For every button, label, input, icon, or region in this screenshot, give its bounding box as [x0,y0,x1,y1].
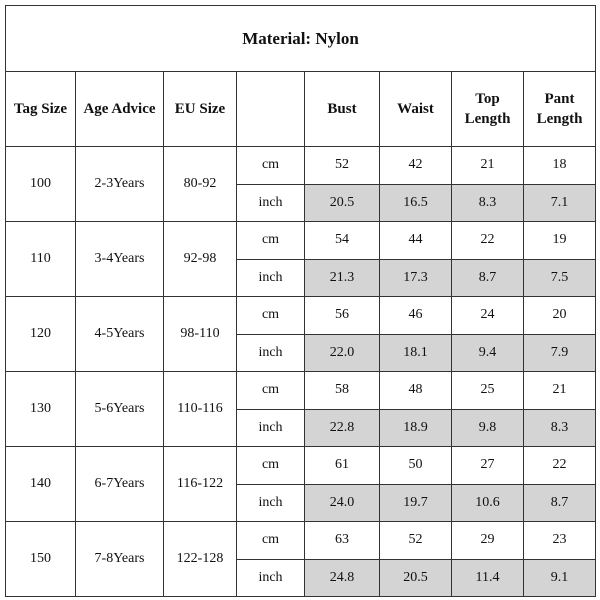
eu-size-cell: 92-98 [164,222,237,297]
waist-inch-cell: 19.7 [380,484,452,522]
waist-inch-cell: 17.3 [380,259,452,297]
unit-inch-cell: inch [237,184,305,222]
waist-inch-cell: 16.5 [380,184,452,222]
pant-inch-cell: 8.7 [524,484,596,522]
pant-inch-cell: 7.9 [524,334,596,372]
tag-size-cell: 100 [6,147,76,222]
age-advice-cell: 2-3Years [76,147,164,222]
header-age-advice: Age Advice [76,72,164,147]
waist-cm-cell: 46 [380,297,452,335]
unit-inch-cell: inch [237,334,305,372]
waist-cm-cell: 44 [380,222,452,260]
top-inch-cell: 8.3 [452,184,524,222]
header-top-length: Top Length [452,72,524,147]
top-inch-cell: 11.4 [452,559,524,597]
header-pant-length: Pant Length [524,72,596,147]
tag-size-cell: 120 [6,297,76,372]
waist-cm-cell: 50 [380,447,452,485]
pant-cm-cell: 20 [524,297,596,335]
tag-size-cell: 130 [6,372,76,447]
unit-cm-cell: cm [237,522,305,560]
waist-inch-cell: 18.1 [380,334,452,372]
top-inch-cell: 9.4 [452,334,524,372]
tag-size-cell: 150 [6,522,76,597]
age-advice-cell: 6-7Years [76,447,164,522]
tag-size-cell: 140 [6,447,76,522]
unit-inch-cell: inch [237,559,305,597]
unit-cm-cell: cm [237,297,305,335]
eu-size-cell: 110-116 [164,372,237,447]
top-cm-cell: 21 [452,147,524,185]
bust-inch-cell: 24.0 [305,484,380,522]
waist-inch-cell: 20.5 [380,559,452,597]
bust-inch-cell: 20.5 [305,184,380,222]
size-chart [5,5,596,597]
unit-inch-cell: inch [237,259,305,297]
bust-cm-cell: 52 [305,147,380,185]
pant-cm-cell: 18 [524,147,596,185]
table-row [6,522,596,560]
top-cm-cell: 24 [452,297,524,335]
waist-cm-cell: 42 [380,147,452,185]
age-advice-cell: 5-6Years [76,372,164,447]
age-advice-cell: 4-5Years [76,297,164,372]
bust-cm-cell: 58 [305,372,380,410]
table-row [6,222,596,260]
pant-inch-cell: 9.1 [524,559,596,597]
table-row [6,147,596,185]
bust-inch-cell: 22.8 [305,409,380,447]
unit-cm-cell: cm [237,372,305,410]
unit-inch-cell: inch [237,484,305,522]
top-inch-cell: 10.6 [452,484,524,522]
pant-cm-cell: 23 [524,522,596,560]
eu-size-cell: 98-110 [164,297,237,372]
header-row [6,72,596,147]
top-inch-cell: 8.7 [452,259,524,297]
unit-cm-cell: cm [237,447,305,485]
bust-inch-cell: 24.8 [305,559,380,597]
eu-size-cell: 116-122 [164,447,237,522]
top-cm-cell: 27 [452,447,524,485]
bust-inch-cell: 22.0 [305,334,380,372]
top-cm-cell: 22 [452,222,524,260]
waist-cm-cell: 48 [380,372,452,410]
bust-cm-cell: 61 [305,447,380,485]
pant-inch-cell: 7.1 [524,184,596,222]
table-row [6,447,596,485]
unit-cm-cell: cm [237,147,305,185]
top-cm-cell: 29 [452,522,524,560]
bust-cm-cell: 63 [305,522,380,560]
bust-cm-cell: 54 [305,222,380,260]
pant-inch-cell: 8.3 [524,409,596,447]
waist-inch-cell: 18.9 [380,409,452,447]
top-cm-cell: 25 [452,372,524,410]
header-unit [237,72,305,147]
pant-cm-cell: 21 [524,372,596,410]
age-advice-cell: 3-4Years [76,222,164,297]
bust-inch-cell: 21.3 [305,259,380,297]
eu-size-cell: 122-128 [164,522,237,597]
pant-inch-cell: 7.5 [524,259,596,297]
table-title: Material: Nylon [6,6,596,72]
tag-size-cell: 110 [6,222,76,297]
header-waist: Waist [380,72,452,147]
bust-cm-cell: 56 [305,297,380,335]
pant-cm-cell: 22 [524,447,596,485]
eu-size-cell: 80-92 [164,147,237,222]
unit-inch-cell: inch [237,409,305,447]
age-advice-cell: 7-8Years [76,522,164,597]
top-inch-cell: 9.8 [452,409,524,447]
waist-cm-cell: 52 [380,522,452,560]
header-tag-size: Tag Size [6,72,76,147]
pant-cm-cell: 19 [524,222,596,260]
header-bust: Bust [305,72,380,147]
table-row [6,297,596,335]
size-table [5,5,596,597]
header-eu-size: EU Size [164,72,237,147]
table-row [6,372,596,410]
unit-cm-cell: cm [237,222,305,260]
